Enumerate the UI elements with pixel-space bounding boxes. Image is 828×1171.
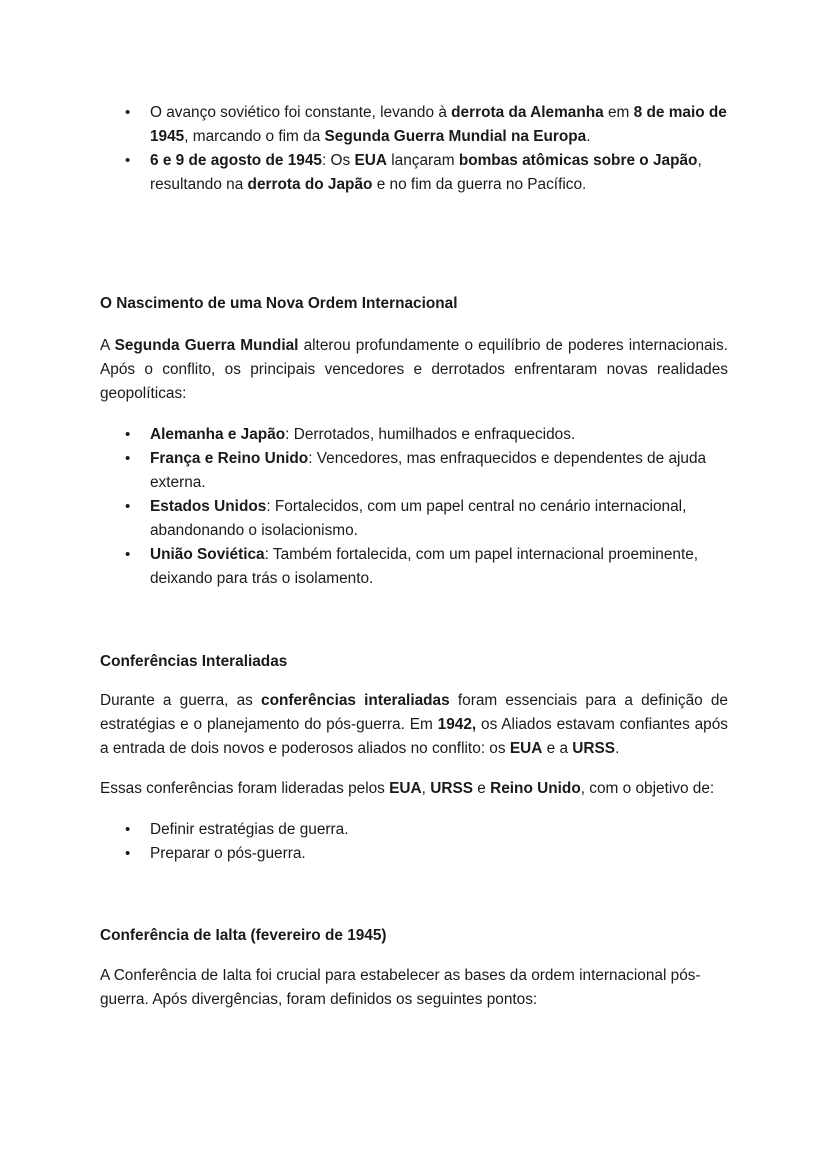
list-item <box>100 495 728 543</box>
bold-run: URSS <box>572 740 616 757</box>
text-run: : Fortalecidos, com um papel central no cenário internacional, abandonando o isolacionismo. <box>150 498 687 539</box>
bold-run: conferências interaliadas <box>261 692 450 709</box>
text-run: e <box>472 780 491 797</box>
list-item <box>100 543 728 591</box>
text-run: em <box>603 104 634 121</box>
list-item <box>100 149 728 197</box>
text-run: e a <box>542 740 573 757</box>
bold-run: 6 e 9 de agosto de 1945 <box>150 152 322 169</box>
bullet-glyph: • <box>125 104 131 121</box>
paragraph-ialta <box>100 964 728 1012</box>
text-run: O avanço soviético foi constante, levando à <box>150 104 452 121</box>
bold-run: Reino Unido <box>490 780 581 797</box>
text-run: : Os <box>321 152 355 169</box>
bold-run: França e Reino Unido <box>150 450 309 467</box>
text-run: , com o objetivo de: <box>580 780 715 797</box>
bullet-glyph: • <box>125 498 131 515</box>
bold-run: bombas atômicas sobre o Japão <box>458 152 698 169</box>
text-run: : Vencedores, mas enfraquecidos e dependentes de ajuda externa. <box>150 450 707 491</box>
text-run: A Conferência de Ialta foi crucial para estabelecer as bases da ordem internacional pós-guerra. Após divergências, foram definidos os seguintes pontos: <box>100 967 701 1008</box>
bullet-glyph: • <box>125 450 131 467</box>
text-run: , resultando na <box>150 152 702 193</box>
text-run: Durante a guerra, as <box>100 692 262 709</box>
bullet-glyph: • <box>125 426 131 443</box>
bullet-glyph: • <box>125 845 131 862</box>
paragraph-conferencias-2 <box>100 777 728 801</box>
section-heading-nova-ordem: O Nascimento de uma Nova Ordem Internacional <box>100 295 458 312</box>
text-run: A <box>100 337 115 354</box>
bold-run: Segunda Guerra Mundial na Europa <box>324 128 587 145</box>
section-heading-conferencias: Conferências Interaliadas <box>100 653 288 670</box>
bold-run: EUA <box>354 152 387 169</box>
list-item <box>100 842 728 866</box>
bold-run: EUA <box>509 740 543 757</box>
text-run: os Aliados estavam confiantes após a entrada de dois novos e poderosos aliados no conflito: os <box>100 716 728 757</box>
text-run: foram essenciais para a definição de estratégias e o planejamento do pós-guerra. Em <box>100 692 728 733</box>
bold-run: Alemanha e Japão <box>150 426 286 443</box>
list-item <box>100 818 728 842</box>
bold-run: Segunda Guerra Mundial <box>114 337 299 354</box>
list-item <box>100 423 728 447</box>
bullet-glyph: • <box>125 546 131 563</box>
text-run: Preparar o pós-guerra. <box>150 845 306 862</box>
text-run: . <box>586 128 591 145</box>
section-heading-ialta: Conferência de Ialta (fevereiro de 1945) <box>100 927 387 944</box>
bold-run: Estados Unidos <box>150 498 267 515</box>
text-run: lançaram <box>386 152 459 169</box>
bold-run: 8 de maio de 1945 <box>150 104 727 145</box>
text-run: Definir estratégias de guerra. <box>150 821 349 838</box>
text-run: : Derrotados, humilhados e enfraquecidos. <box>285 426 576 443</box>
bullet-list-top <box>100 101 728 197</box>
text-run: alterou profundamente o equilíbrio de poderes internacionais. Após o conflito, os principais vencedores e derrotados enfrentaram novas realidades geopolíticas: <box>100 337 728 402</box>
list-item <box>100 101 728 149</box>
paragraph-intro-nova-ordem <box>100 334 728 406</box>
bold-run: derrota do Japão <box>247 176 373 193</box>
bold-run: EUA <box>389 780 422 797</box>
bullet-glyph: • <box>125 821 131 838</box>
text-run: , <box>421 780 431 797</box>
text-run: , marcando o fim da <box>184 128 325 145</box>
bold-run: derrota da Alemanha <box>451 104 604 121</box>
paragraph-conferencias-1 <box>100 689 728 761</box>
text-run: Essas conferências foram lideradas pelos <box>100 780 390 797</box>
text-run: : Também fortalecida, com um papel internacional proeminente, deixando para trás o isolamento. <box>150 546 699 587</box>
text-run: e no fim da guerra no Pacífico. <box>372 176 587 193</box>
bold-run: URSS <box>430 780 473 797</box>
bullet-list-powers <box>100 423 728 591</box>
bold-run: 1942, <box>437 716 477 733</box>
list-item <box>100 447 728 495</box>
bullet-list-objetivos <box>100 818 728 866</box>
text-run: . <box>615 740 620 757</box>
bullet-glyph: • <box>125 152 131 169</box>
bold-run: União Soviética <box>150 546 265 563</box>
